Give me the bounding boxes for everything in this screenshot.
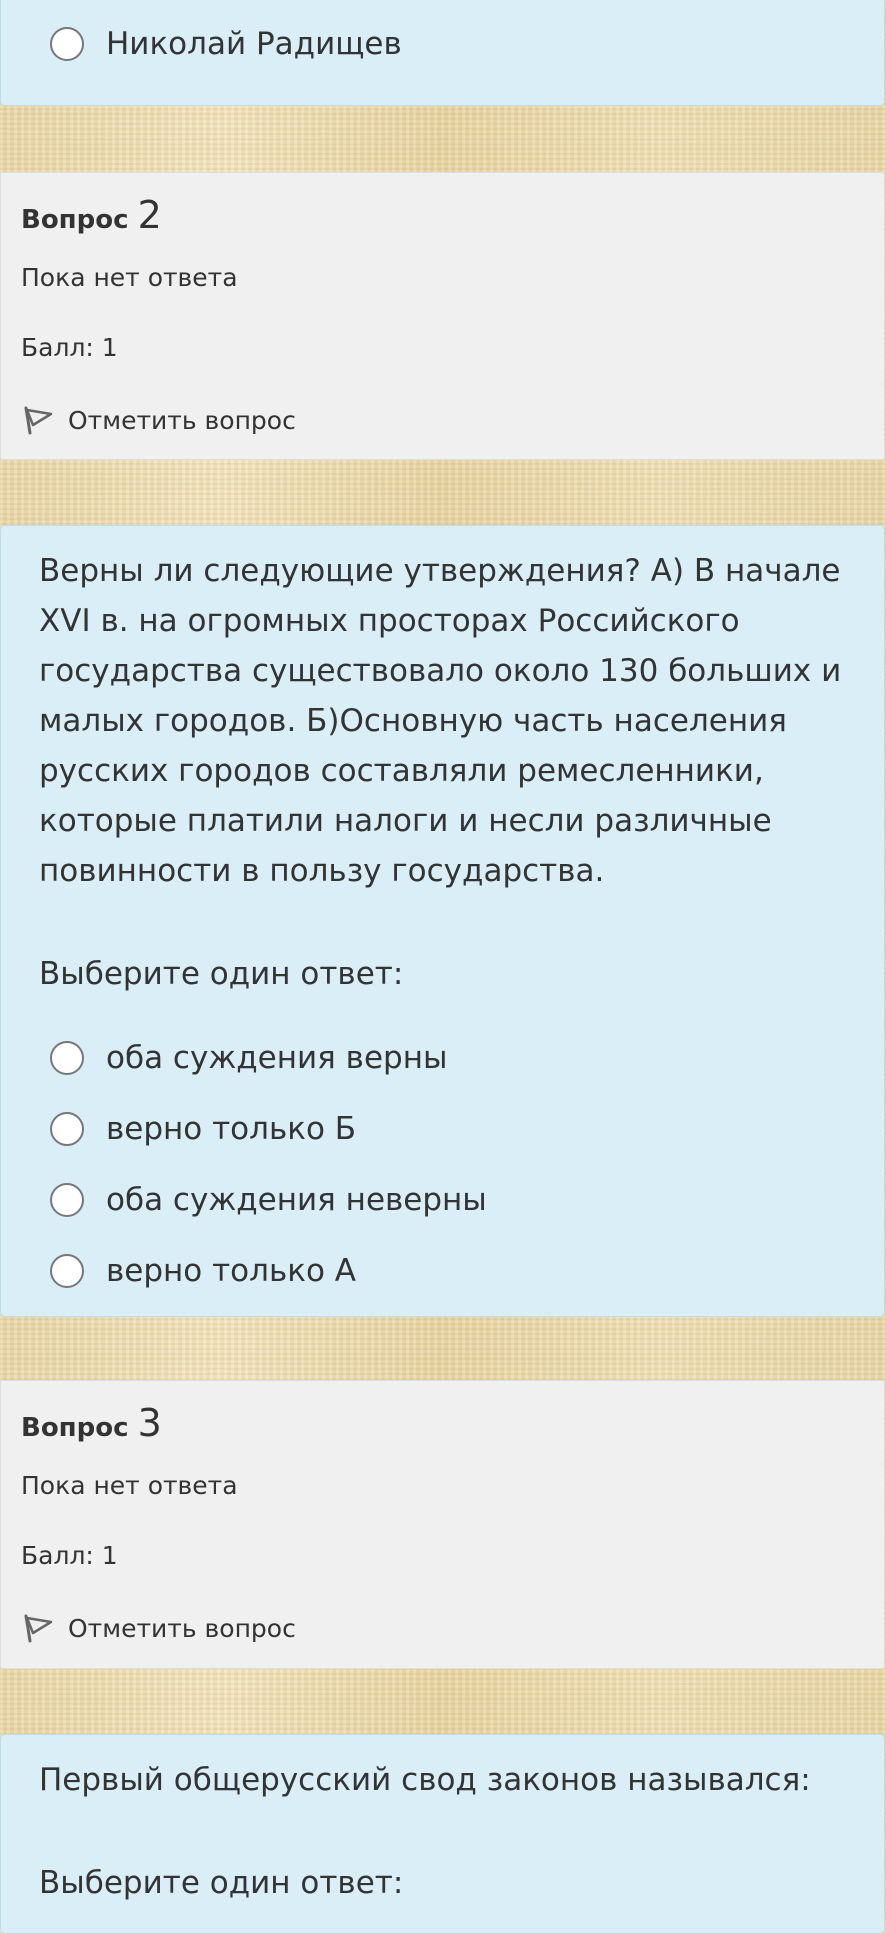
- flag-question-label: Отметить вопрос: [68, 1613, 296, 1643]
- question-status: Пока нет ответа: [21, 263, 238, 292]
- flag-question-label: Отметить вопрос: [68, 405, 296, 435]
- question-word: Вопрос: [21, 205, 129, 235]
- answer-option-label: Николай Радищев: [106, 26, 402, 62]
- answer-option-label: оба суждения верны: [106, 1040, 448, 1076]
- question-grade: Балл: 1: [21, 333, 118, 362]
- answer-option[interactable]: [50, 1180, 487, 1220]
- flag-question-button[interactable]: [21, 400, 296, 440]
- radio-icon[interactable]: [50, 1254, 84, 1288]
- question-3-info: [0, 1380, 885, 1669]
- question-word: Вопрос: [21, 1413, 129, 1443]
- question-number-value: 2: [137, 193, 162, 237]
- question-text: Верны ли следующие утверждения? А) В начале XVI в. на огромных просторах Российского государства существовало около 130 больших и малых городов. Б)Основную часть населения русских городов составляли ремесленники, которые платили налоги и несли различные повинности в пользу государства.: [39, 553, 842, 889]
- answer-prompt: Выберите один ответ:: [39, 1865, 404, 1901]
- question-number: [21, 1401, 162, 1445]
- prev-question-panel: [0, 0, 885, 106]
- answer-option-label: верно только А: [106, 1253, 356, 1289]
- question-grade: Балл: 1: [21, 1541, 118, 1570]
- answer-option-label: верно только Б: [106, 1111, 357, 1147]
- question-text: Первый общерусский свод законов назывался:: [39, 1762, 811, 1798]
- question-2-info: [0, 172, 885, 460]
- answer-option[interactable]: [50, 1109, 356, 1149]
- answer-option[interactable]: [50, 1038, 447, 1078]
- radio-icon[interactable]: [50, 1183, 84, 1217]
- answer-prompt: Выберите один ответ:: [39, 956, 404, 992]
- radio-icon[interactable]: [50, 1112, 84, 1146]
- radio-icon[interactable]: [50, 1041, 84, 1075]
- answer-option-label: оба суждения неверны: [106, 1182, 487, 1218]
- question-3-content: [0, 1734, 885, 1934]
- flag-question-button[interactable]: [21, 1608, 296, 1648]
- flag-icon: [21, 405, 55, 435]
- answer-option[interactable]: [50, 1251, 356, 1291]
- radio-icon[interactable]: [50, 27, 84, 61]
- question-number: [21, 193, 162, 237]
- question-2-content: [0, 525, 885, 1317]
- question-number-value: 3: [137, 1401, 162, 1445]
- flag-icon: [21, 1613, 55, 1643]
- answer-option[interactable]: [50, 24, 402, 64]
- question-status: Пока нет ответа: [21, 1471, 238, 1500]
